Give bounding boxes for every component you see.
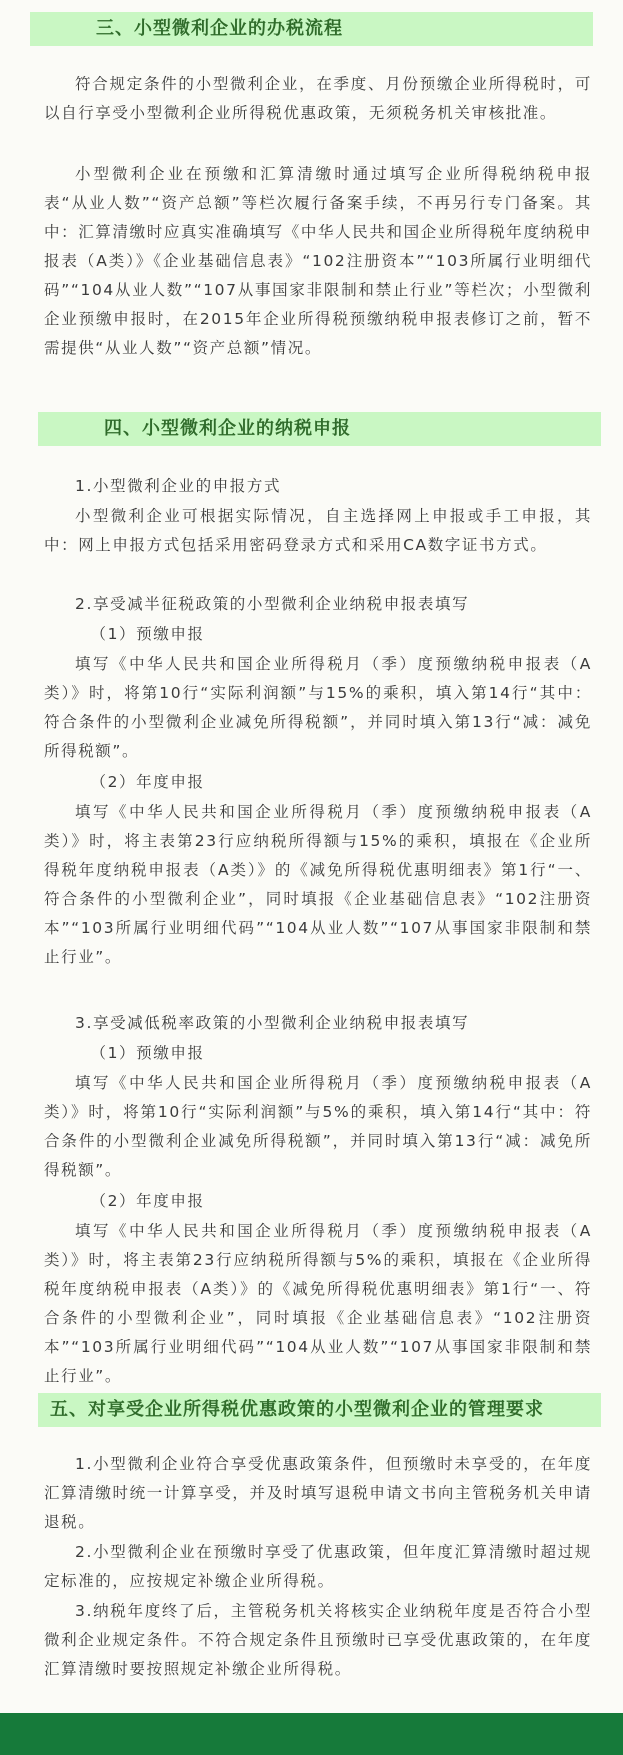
subheading: 2.享受减半征税政策的小型微利企业纳税申报表填写: [75, 595, 470, 613]
section-heading-filing-process: 三、小型微利企业的办税流程: [30, 12, 593, 46]
subheading: 1.小型微利企业的申报方式: [75, 477, 282, 495]
sub-subheading: （2）年度申报: [90, 1192, 205, 1210]
footer-bar: [0, 1713, 623, 1755]
paragraph: 小型微利企业可根据实际情况，自主选择网上申报或手工申报，其中：网上申报方式包括采用密码登录方式和采用CA数字证书方式。: [44, 507, 592, 554]
subheading: 3.享受减低税率政策的小型微利企业纳税申报表填写: [75, 1014, 470, 1032]
section-heading-tax-declaration: 四、小型微利企业的纳税申报: [38, 412, 601, 446]
paragraph: 填写《中华人民共和国企业所得税月（季）度预缴纳税申报表（A类）》时，将主表第23行应纳税所得额与5%的乘积，填报在《企业所得税年度纳税申报表（A类）》的《减免所得税优惠明细表》第1行“一、符合条件的小型微利企业”，同时填报《企业基础信息表》“102注册资本”“103所属行业明细代码”“104从业人数”“107从事国家非限制和禁止行业”。: [44, 1222, 592, 1385]
paragraph: 填写《中华人民共和国企业所得税月（季）度预缴纳税申报表（A类）》时，将主表第23行应纳税所得额与15%的乘积，填报在《企业所得税年度纳税申报表（A类）》的《减免所得税优惠明细表》第1行“一、符合条件的小型微利企业”，同时填报《企业基础信息表》“102注册资本”“103所属行业明细代码”“104从业人数”“107从事国家非限制和禁止行业”。: [44, 803, 592, 966]
paragraph: 填写《中华人民共和国企业所得税月（季）度预缴纳税申报表（A类）》时，将第10行“实际利润额”与5%的乘积，填入第14行“其中：符合条件的小型微利企业减免所得税额”，并同时填入第13行“减：减免所得税额”。: [44, 1074, 592, 1179]
paragraph: 2.小型微利企业在预缴时享受了优惠政策，但年度汇算清缴时超过规定标准的，应按规定补缴企业所得税。: [44, 1543, 592, 1590]
paragraph: 1.小型微利企业符合享受优惠政策条件，但预缴时未享受的，在年度汇算清缴时统一计算享受，并及时填写退税申请文书向主管税务机关申请退税。: [44, 1455, 592, 1531]
sub-subheading: （1）预缴申报: [90, 625, 205, 643]
section-heading-management-requirements: 五、对享受企业所得税优惠政策的小型微利企业的管理要求: [38, 1393, 601, 1427]
sub-subheading: （1）预缴申报: [90, 1044, 205, 1062]
paragraph: 小型微利企业在预缴和汇算清缴时通过填写企业所得税纳税申报表“从业人数”“资产总额”等栏次履行备案手续，不再另行专门备案。其中：汇算清缴时应真实准确填写《中华人民共和国企业所得税年度纳税申报表（A类）》《企业基础信息表》“102注册资本”“103所属行业明细代码”“104从业人数”“107从事国家非限制和禁止行业”等栏次；小型微利企业预缴申报时，在2015年企业所得税预缴纳税申报表修订之前，暂不需提供“从业人数”“资产总额”情况。: [44, 165, 592, 357]
sub-subheading: （2）年度申报: [90, 773, 205, 791]
paragraph: 符合规定条件的小型微利企业，在季度、月份预缴企业所得税时，可以自行享受小型微利企业所得税优惠政策，无须税务机关审核批准。: [44, 75, 592, 122]
paragraph: 3.纳税年度终了后，主管税务机关将核实企业纳税年度是否符合小型微利企业规定条件。不符合规定条件且预缴时已享受优惠政策的，在年度汇算清缴时要按照规定补缴企业所得税。: [44, 1602, 592, 1678]
paragraph: 填写《中华人民共和国企业所得税月（季）度预缴纳税申报表（A类）》时，将第10行“实际利润额”与15%的乘积，填入第14行“其中：符合条件的小型微利企业减免所得税额”，并同时填入第13行“减：减免所得税额”。: [44, 655, 592, 760]
